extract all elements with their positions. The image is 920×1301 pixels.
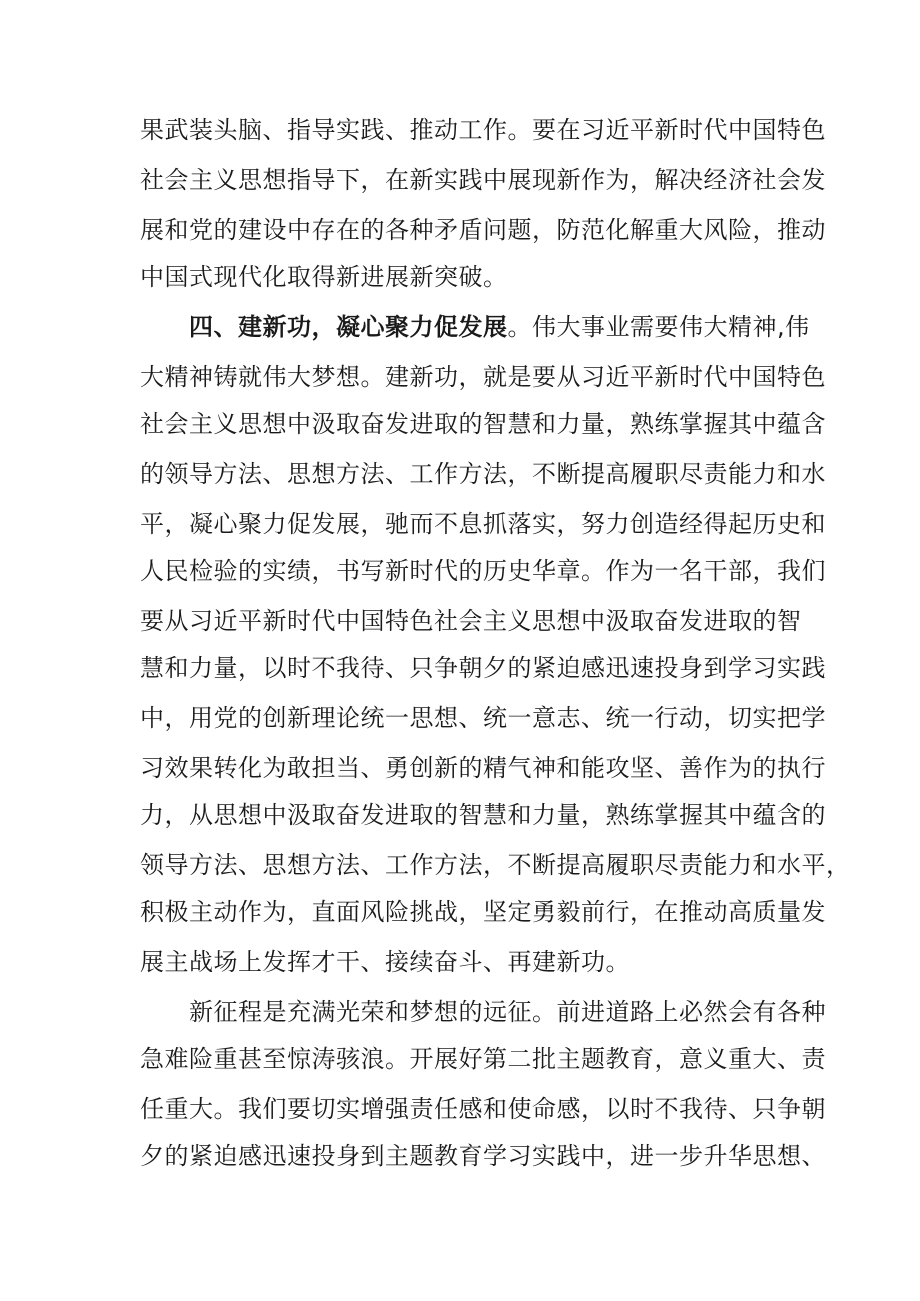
paragraph-3-first-line: 新征程是充满光荣和梦想的远征。前进道路上必然会有各种 [189, 998, 826, 1026]
section-heading: 四、建新功，凝心聚力促发展 [189, 313, 508, 341]
paragraph-2-line-9: 中，用党的创新理论统一思想、统一意志、统一行动，切实把学 [140, 704, 826, 732]
paragraph-2-line-10: 习效果转化为敢担当、勇创新的精气神和能攻坚、善作为的执行 [140, 754, 826, 782]
paragraph-2-line-2: 大精神铸就伟大梦想。建新功，就是要从习近平新时代中国特色 [140, 363, 826, 391]
paragraph-2-line-8: 慧和力量，以时不我待、只争朝夕的紧迫感迅速投身到学习实践 [140, 654, 826, 682]
paragraph-1-line-4: 中国式现代化取得新进展新突破。 [140, 263, 508, 291]
paragraph-1-line-3: 展和党的建设中存在的各种矛盾问题，防范化解重大风险，推动 [140, 216, 826, 244]
paragraph-2-line-14: 展主战场上发挥才干、接续奋斗、再建新功。 [140, 948, 630, 976]
paragraph-3-line-3: 任重大。我们要切实增强责任感和使命感，以时不我待、只争朝 [140, 1095, 826, 1123]
paragraph-2-line-6: 人民检验的实绩，书写新时代的历史华章。作为一名干部，我们 [140, 557, 826, 585]
paragraph-2-line-5: 平，凝心聚力促发展，驰而不息抓落实，努力创造经得起历史和 [140, 510, 826, 538]
paragraph-2-line-11: 力，从思想中汲取奋发进取的智慧和力量，熟练掌握其中蕴含的 [140, 801, 826, 829]
paragraph-1-line-1: 果武装头脑、指导实践、推动工作。要在习近平新时代中国特色 [140, 116, 826, 144]
paragraph-2-line-12: 领导方法、思想方法、工作方法，不断提高履职尽责能力和水平， [140, 851, 851, 879]
paragraph-2-line-13: 积极主动作为，直面风险挑战，坚定勇毅前行，在推动高质量发 [140, 898, 826, 926]
paragraph-3-line-2: 急难险重甚至惊涛骇浪。开展好第二批主题教育，意义重大、责 [140, 1045, 826, 1073]
paragraph-2-line-7: 要从习近平新时代中国特色社会主义思想中汲取奋发进取的智 [140, 607, 802, 635]
paragraph-1-line-2: 社会主义思想指导下，在新实践中展现新作为，解决经济社会发 [140, 166, 826, 194]
paragraph-2-line-4: 的领导方法、思想方法、工作方法，不断提高履职尽责能力和水 [140, 460, 826, 488]
paragraph-2-first-line-rest: 。伟大事业需要伟大精神,伟 [507, 313, 810, 341]
paragraph-2-first-line [189, 313, 810, 341]
paragraph-3-line-4: 夕的紧迫感迅速投身到主题教育学习实践中，进一步升华思想、 [140, 1142, 826, 1170]
paragraph-2-line-3: 社会主义思想中汲取奋发进取的智慧和力量，熟练掌握其中蕴含 [140, 410, 826, 438]
